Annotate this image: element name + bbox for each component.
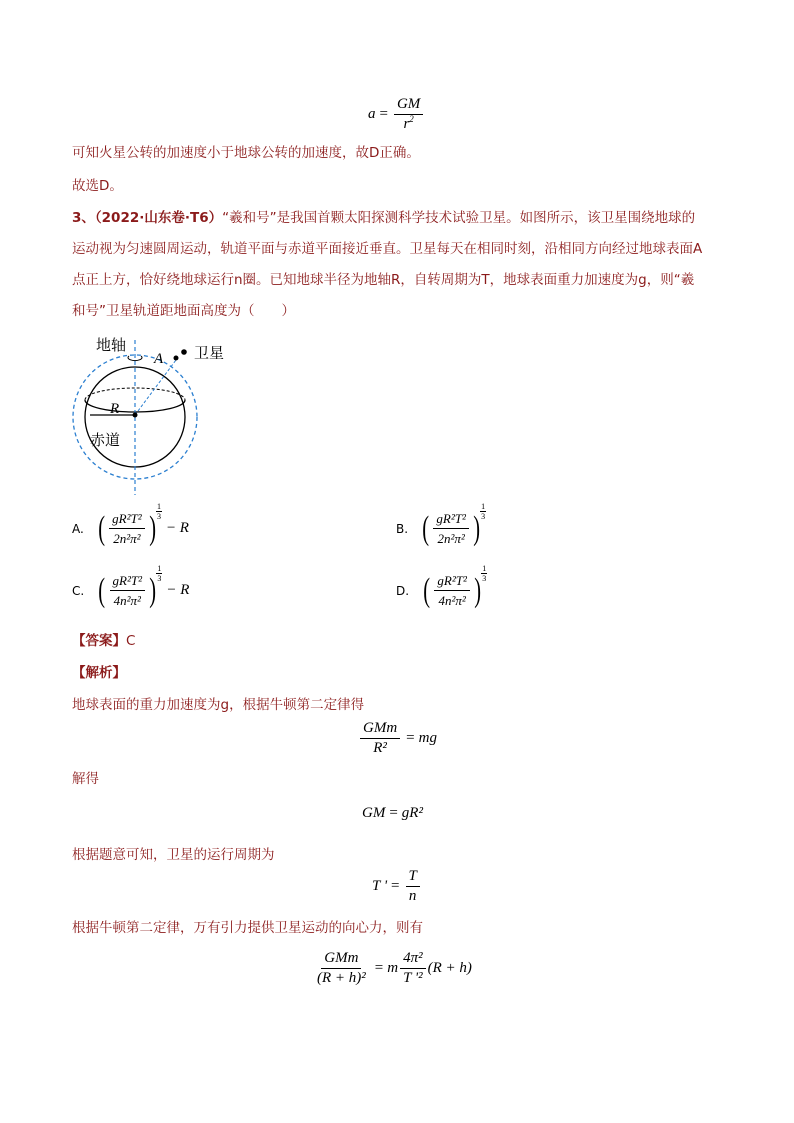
equals-sign: = bbox=[391, 878, 400, 894]
eq-denominator bbox=[400, 115, 416, 133]
step4-text: 根据牛顿第二定律，万有引力提供卫星运动的向心力，则有 bbox=[72, 920, 423, 936]
eq-den-base: r bbox=[403, 116, 410, 132]
option-a[interactable] bbox=[72, 502, 189, 547]
equation-3 bbox=[372, 868, 422, 905]
eq3-fraction bbox=[406, 868, 420, 905]
satellite-label: 卫星 bbox=[194, 344, 225, 362]
eq-fraction bbox=[394, 96, 423, 133]
answer-line bbox=[72, 631, 135, 651]
axis-label: 地轴 bbox=[96, 336, 127, 354]
equation-4 bbox=[312, 950, 472, 987]
eq-sign: = bbox=[379, 106, 388, 122]
equation-2 bbox=[362, 805, 423, 822]
option-c-exponent bbox=[156, 564, 162, 583]
eq4-num: GMm bbox=[321, 950, 361, 969]
answer-value: C bbox=[126, 633, 136, 649]
option-d-label: D. bbox=[396, 583, 410, 598]
equator-label: 赤道 bbox=[90, 431, 121, 449]
left-paren: ( bbox=[423, 571, 431, 609]
eq1-rhs: mg bbox=[418, 730, 437, 746]
right-paren: ) bbox=[474, 571, 481, 609]
option-b-fraction bbox=[433, 510, 468, 547]
option-a-tail: − R bbox=[165, 520, 189, 536]
option-d-den: 4n²π² bbox=[438, 593, 466, 608]
right-paren: ) bbox=[148, 509, 156, 547]
earth-center-dot bbox=[133, 413, 138, 418]
exp-den: 3 bbox=[157, 574, 162, 583]
equals-sign: = bbox=[406, 730, 415, 746]
option-b-den: 2n²π² bbox=[437, 531, 465, 546]
exp-den: 3 bbox=[156, 512, 161, 521]
right-paren: ) bbox=[149, 571, 157, 609]
option-d-num: gR²T² bbox=[434, 572, 469, 591]
eq-den-sup: 2 bbox=[409, 114, 414, 124]
point-a-dot bbox=[174, 356, 179, 361]
question-number: 3、 bbox=[72, 210, 95, 226]
option-c-num: gR²T² bbox=[110, 572, 145, 591]
eq3-num: T bbox=[406, 868, 420, 887]
option-a-den: 2n²π² bbox=[113, 531, 141, 546]
option-c-fraction bbox=[110, 572, 145, 609]
answer-label: 【答案】 bbox=[72, 633, 126, 649]
option-a-exponent bbox=[156, 502, 162, 521]
exp-num: 1 bbox=[157, 564, 162, 573]
acceleration-equation bbox=[368, 96, 425, 133]
option-a-label: A. bbox=[72, 521, 84, 536]
eq4-den2: T '² bbox=[403, 970, 423, 986]
option-a-fraction bbox=[109, 510, 144, 547]
eq1-num: GMm bbox=[360, 720, 400, 739]
option-b[interactable] bbox=[396, 502, 486, 547]
eq1-den: R² bbox=[373, 740, 387, 756]
eq4-fraction-2 bbox=[400, 950, 426, 987]
point-a-label: A bbox=[154, 351, 164, 367]
option-d-fraction bbox=[434, 572, 469, 609]
right-paren: ) bbox=[473, 509, 480, 547]
exp-den: 3 bbox=[481, 512, 486, 521]
question-line-2: 运动视为匀速圆周运动，轨道平面与赤道平面接近垂直。卫星每天在相同时刻，沿相同方向经过地球表面A bbox=[72, 241, 703, 257]
question-line-4: 和号”卫星轨道距地面高度为（ ） bbox=[72, 303, 295, 319]
conclusion-text: 可知火星公转的加速度小于地球公转的加速度，故D正确。 bbox=[72, 145, 420, 161]
step1-text: 地球表面的重力加速度为g，根据牛顿第二定律得 bbox=[72, 697, 365, 713]
eq3-den: n bbox=[408, 888, 417, 904]
equation-1 bbox=[358, 720, 437, 757]
option-c-den: 4n²π² bbox=[113, 593, 141, 608]
option-c-label: C. bbox=[72, 583, 85, 598]
question-line-3: 点正上方，恰好绕地球运行n圈。已知地球半径为地轴R，自转周期为T，地球表面重力加速度为g，则“羲 bbox=[72, 272, 695, 288]
option-c-tail: − R bbox=[166, 582, 190, 598]
eq-lhs: a bbox=[368, 106, 376, 122]
analysis-label: 【解析】 bbox=[72, 665, 126, 681]
radius-label: R bbox=[110, 401, 120, 417]
eq4-m: m bbox=[387, 960, 399, 976]
option-d-exponent bbox=[481, 564, 487, 583]
eq-numerator: GM bbox=[394, 96, 423, 115]
earth-satellite-figure bbox=[68, 330, 243, 500]
eq4-num2: 4π² bbox=[400, 950, 426, 969]
option-b-label: B. bbox=[396, 521, 409, 536]
question-line-1 bbox=[72, 208, 695, 228]
option-b-exponent bbox=[480, 502, 486, 521]
step2-text: 解得 bbox=[72, 771, 99, 787]
eq2-lhs: GM bbox=[362, 805, 386, 821]
option-b-num: gR²T² bbox=[433, 510, 468, 529]
eq4-tail: (R + h) bbox=[427, 960, 472, 976]
exp-num: 1 bbox=[481, 502, 486, 511]
question-body-1: “羲和号”是我国首颗太阳探测科学技术试验卫星。如图所示，该卫星围绕地球的 bbox=[222, 210, 696, 226]
option-a-num: gR²T² bbox=[109, 510, 144, 529]
step3-text: 根据题意可知，卫星的运行周期为 bbox=[72, 847, 275, 863]
left-paren: ( bbox=[422, 509, 430, 547]
exp-den: 3 bbox=[482, 574, 487, 583]
satellite-dot bbox=[181, 349, 187, 355]
eq2-rhs: gR² bbox=[401, 805, 423, 821]
question-source: （2022·山东卷·T6） bbox=[94, 210, 223, 226]
eq4-den: (R + h)² bbox=[317, 970, 366, 986]
option-d[interactable] bbox=[396, 564, 487, 609]
eq3-lhs: T ' bbox=[372, 878, 388, 894]
choice-text: 故选D。 bbox=[72, 178, 123, 194]
option-c[interactable] bbox=[72, 564, 190, 609]
exp-num: 1 bbox=[482, 564, 487, 573]
eq4-fraction bbox=[314, 950, 369, 987]
eq1-fraction bbox=[360, 720, 400, 757]
radius-line bbox=[135, 360, 176, 415]
left-paren: ( bbox=[98, 571, 106, 609]
exp-num: 1 bbox=[156, 502, 161, 511]
left-paren: ( bbox=[98, 509, 105, 547]
equals-sign: = bbox=[389, 805, 398, 821]
equals-sign: = bbox=[374, 960, 384, 976]
